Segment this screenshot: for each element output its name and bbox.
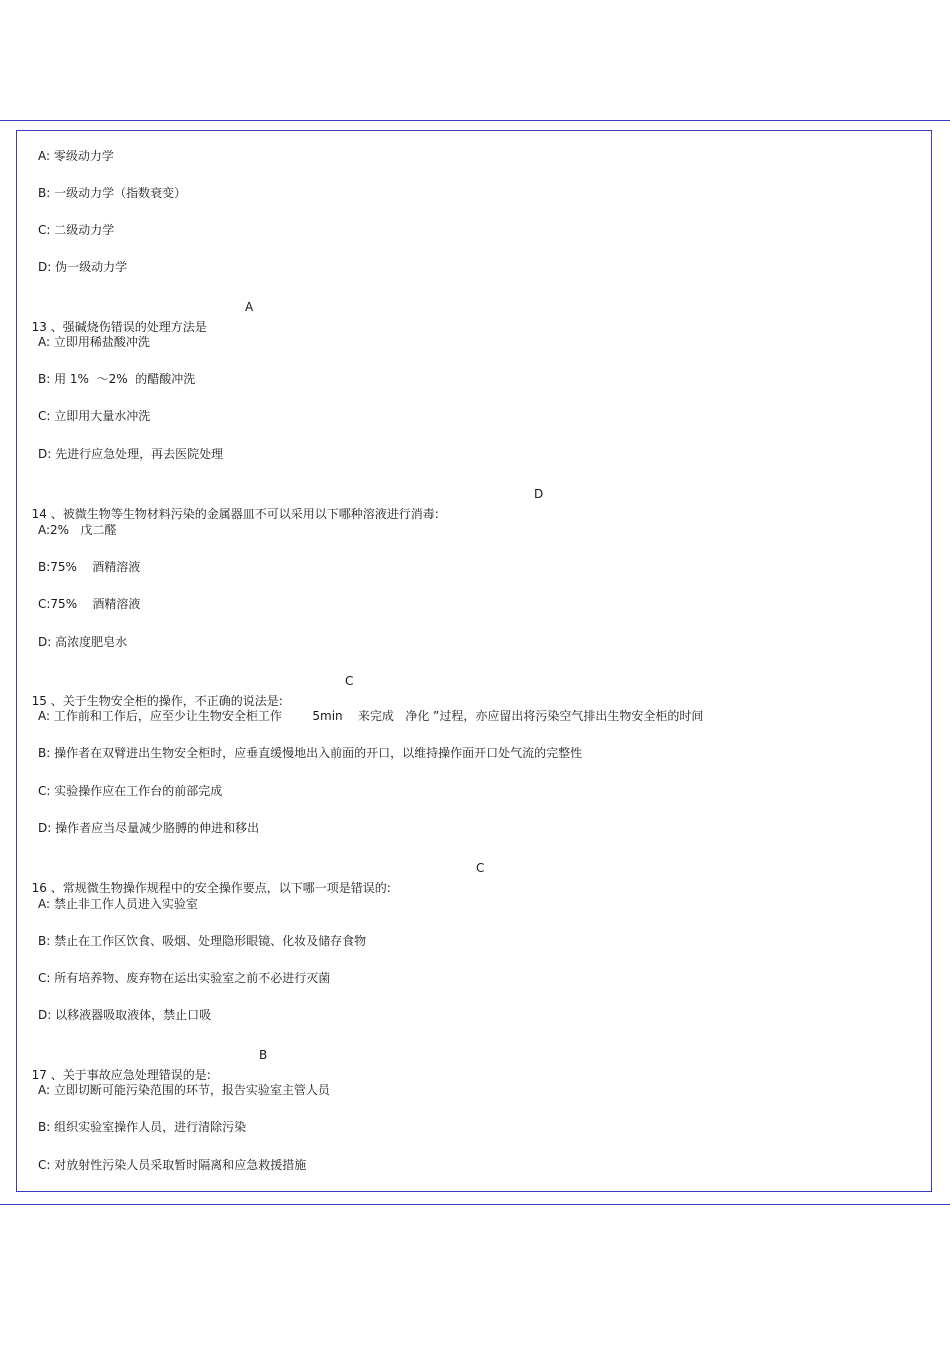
option-line: B:75% 酒精溶液 — [38, 560, 141, 574]
question-text: 13 、强碱烧伤错误的处理方法是 — [31, 320, 207, 334]
header-rule — [0, 120, 950, 121]
content-frame — [16, 130, 932, 1192]
option-line: C: 立即用大量水冲洗 — [38, 409, 151, 423]
option-line: A: 零级动力学 — [38, 149, 114, 163]
question-text: 17 、关于事故应急处理错误的是: — [31, 1068, 211, 1082]
answer-key: B — [259, 1048, 268, 1062]
option-line: C: 实验操作应在工作台的前部完成 — [38, 784, 223, 798]
question-text: 15 、关于生物安全柜的操作，不正确的说法是: — [31, 694, 283, 708]
question-text: 14 、被微生物等生物材料污染的金属器皿不可以采用以下哪种溶液进行消毒: — [31, 507, 439, 521]
option-line: D: 伪一级动力学 — [38, 260, 128, 274]
option-line: A: 立即切断可能污染范围的环节，报告实验室主管人员 — [38, 1083, 330, 1097]
question-line — [24, 484, 584, 521]
option-line: B: 操作者在双臂进出生物安全柜时，应垂直缓慢地出入前面的开口，以维持操作面开口处气流的完整性 — [38, 746, 583, 760]
question-text: 16 、常规微生物操作规程中的安全操作要点，以下哪一项是错误的: — [31, 881, 391, 895]
option-line: A:2% 戊二醛 — [38, 523, 117, 537]
option-line: D: 先进行应急处理，再去医院处理 — [38, 447, 224, 461]
option-line: C: 二级动力学 — [38, 223, 115, 237]
question-line — [24, 1045, 304, 1082]
answer-key: C — [345, 674, 354, 688]
answer-key: A — [245, 300, 254, 314]
option-line: C:75% 酒精溶液 — [38, 597, 141, 611]
option-line: D: 高浓度肥皂水 — [38, 635, 128, 649]
answer-key: C — [476, 861, 485, 875]
question-line — [24, 671, 384, 708]
answer-key: D — [534, 487, 544, 501]
option-line: C: 所有培养物、废弃物在运出实验室之前不必进行灭菌 — [38, 971, 331, 985]
option-line: D: 以移液器吸取液体，禁止口吸 — [38, 1008, 212, 1022]
option-line: B: 一级动力学（指数衰变） — [38, 186, 187, 200]
option-line: A: 立即用稀盐酸冲洗 — [38, 335, 150, 349]
option-line: A: 禁止非工作人员进入实验室 — [38, 897, 198, 911]
question-line — [24, 858, 524, 895]
option-line: C: 对放射性污染人员采取暂时隔离和应急救援措施 — [38, 1158, 307, 1172]
option-line: B: 用 1% ～2% 的醋酸冲洗 — [38, 372, 196, 386]
footer-rule — [0, 1204, 950, 1205]
option-line: B: 禁止在工作区饮食、吸烟、处理隐形眼镜、化妆及储存食物 — [38, 934, 367, 948]
question-line — [24, 297, 284, 334]
option-line: A: 工作前和工作后，应至少让生物安全柜工作 5min 来完成 净化 ”过程，亦应留出将污染空气排出生物安全柜的时间 — [38, 709, 704, 723]
option-line: B: 组织实验室操作人员，进行清除污染 — [38, 1120, 247, 1134]
option-line: D: 操作者应当尽量减少胳膊的伸进和移出 — [38, 821, 260, 835]
